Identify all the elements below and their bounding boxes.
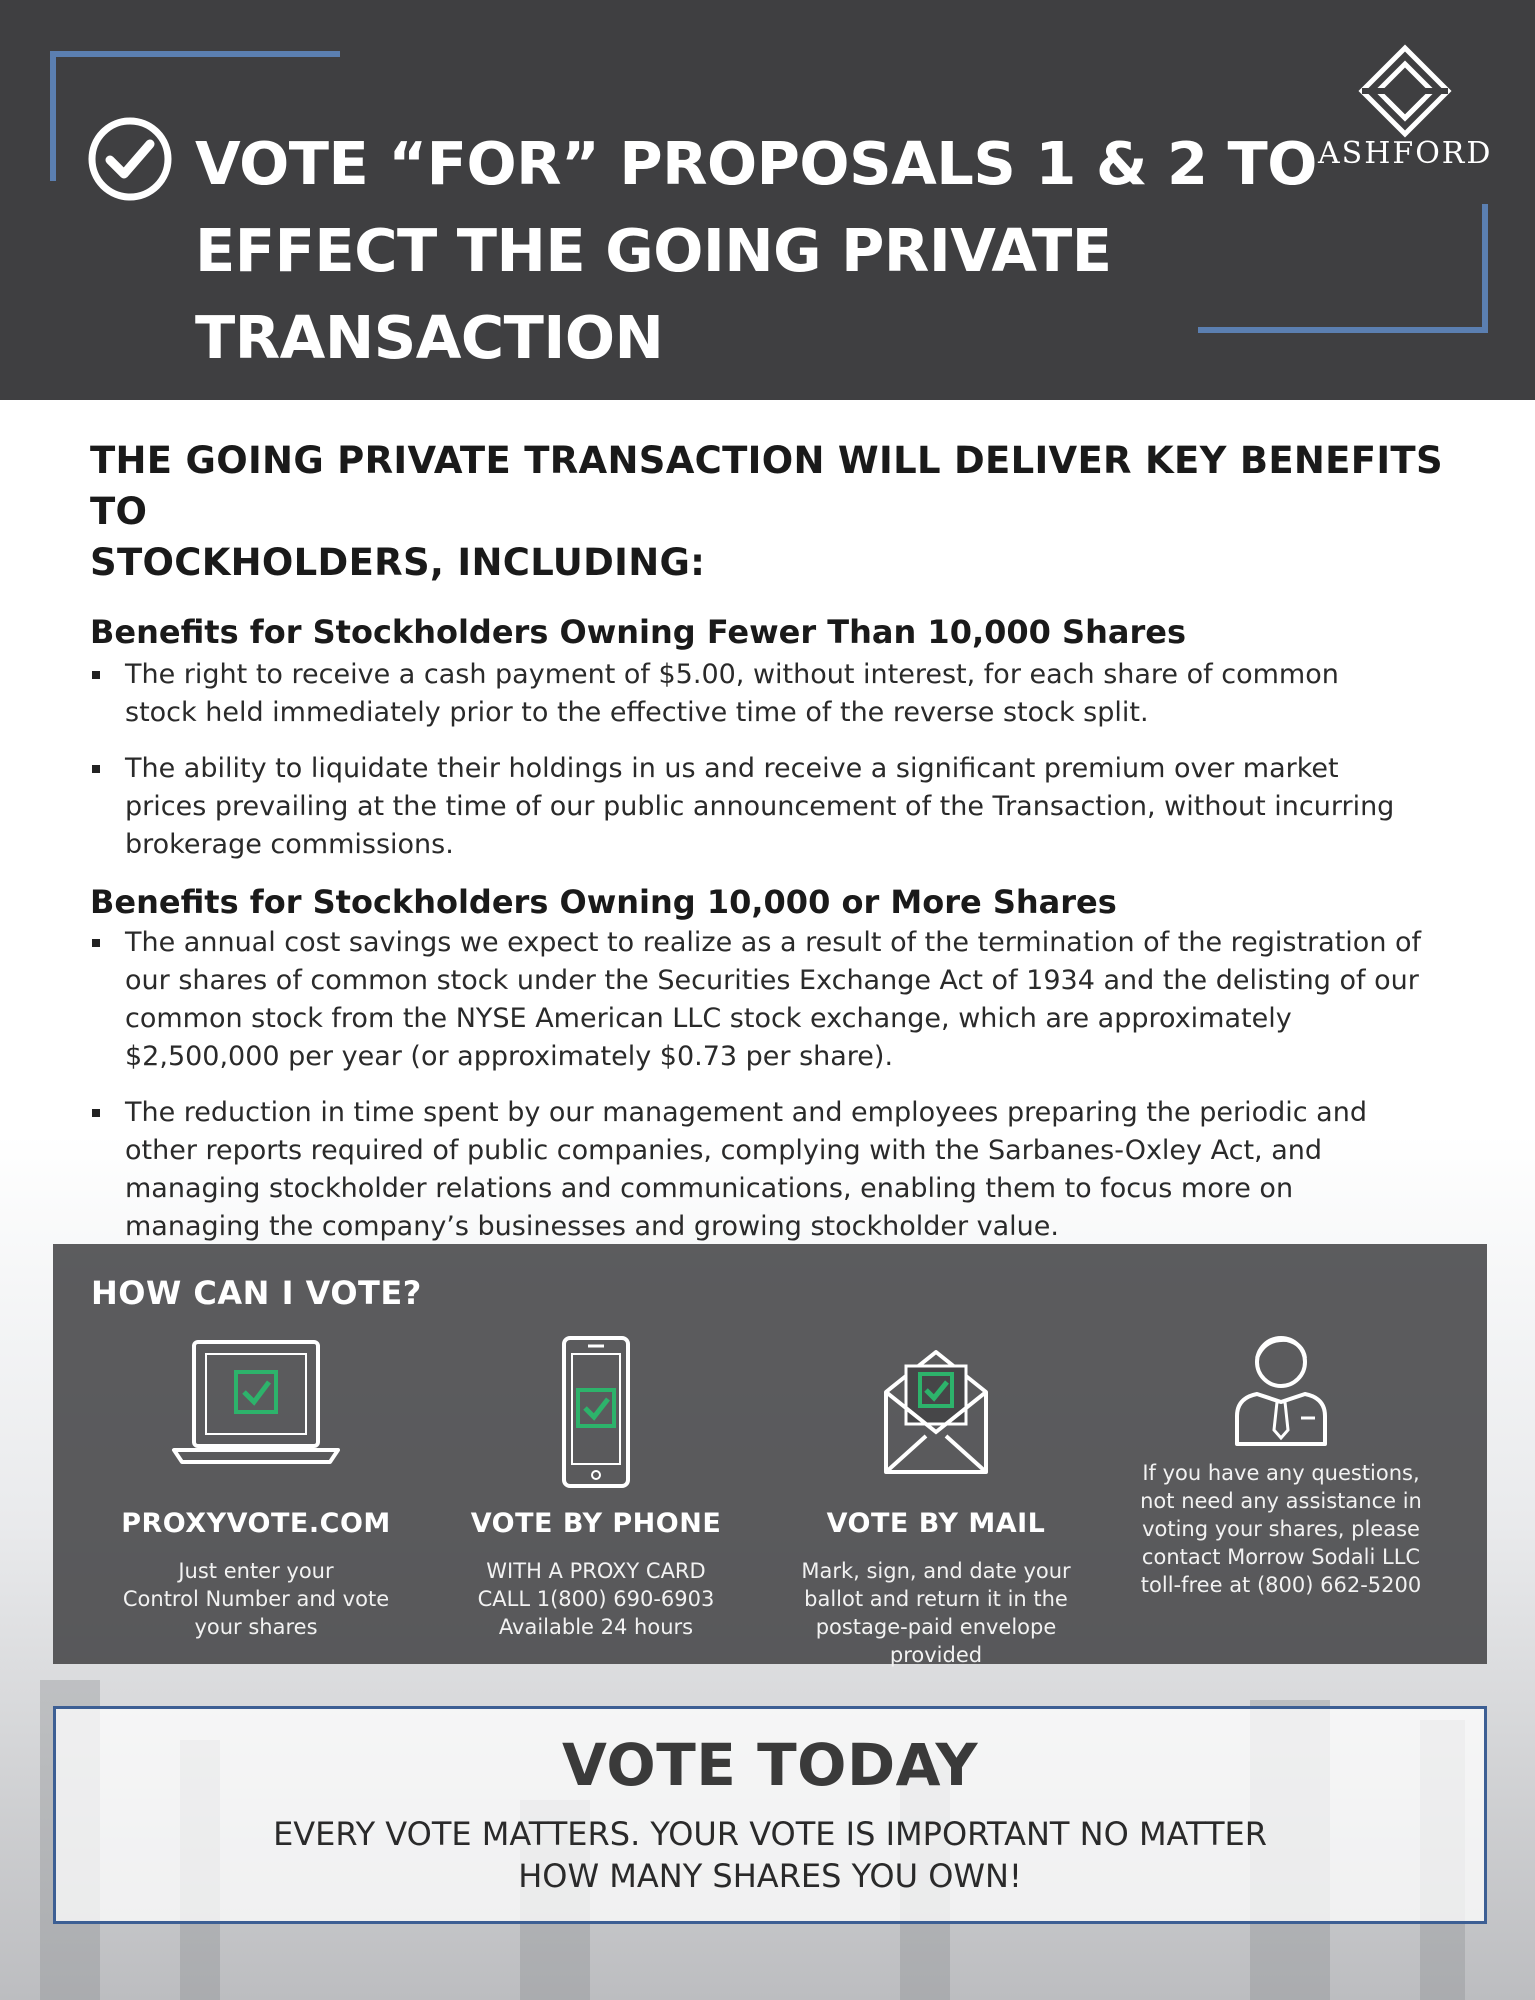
ashford-diamond-logo	[1356, 44, 1454, 142]
vote-today-message: EVERY VOTE MATTERS. YOUR VOTE IS IMPORTANT NO MATTER HOW MANY SHARES YOU OWN!	[273, 1815, 1267, 1895]
bullet-square-icon	[92, 939, 100, 947]
option-title: PROXYVOTE.COM	[121, 1508, 391, 1539]
headline-line-1: THE GOING PRIVATE TRANSACTION WILL DELIVER KEY BENEFITS TO	[90, 439, 1443, 533]
logo-text: ASHFORD	[1318, 136, 1493, 171]
option-description: Mark, sign, and date your ballot and return it in the postage-paid envelope provided	[801, 1559, 1071, 1667]
list-item: The annual cost savings we expect to realize as a result of the termination of the registration of our shares of common stock under the Securities Exchange Act of 1934 and the delisting of our common stock from the NYSE American LLC stock exchange, which are approximately $2,500,000 per year (or approximately $0.73 per share).	[90, 924, 1430, 1076]
contact-description: If you have any questions, not need any assistance in voting your shares, please contact Morrow Sodali LLC toll-free at (800) 662-5200	[1140, 1461, 1422, 1597]
benefits-section	[90, 435, 1450, 1264]
how-to-vote-heading: HOW CAN I VOTE?	[91, 1274, 422, 1312]
header-banner	[0, 0, 1535, 400]
vote-today-title: VOTE TODAY	[562, 1731, 978, 1799]
vote-option-mail	[776, 1332, 1096, 1669]
bullet-square-icon	[92, 1109, 100, 1117]
small-holders-heading: Benefits for Stockholders Owning Fewer Than 10,000 Shares	[90, 613, 1186, 651]
vote-option-contact	[1116, 1332, 1446, 1599]
check-circle-icon	[86, 115, 174, 203]
small-holders-list	[90, 656, 1400, 864]
bullet-square-icon	[92, 671, 100, 679]
benefits-headline	[90, 435, 1450, 588]
laptop-check-icon	[166, 1332, 346, 1492]
option-title: VOTE BY MAIL	[826, 1508, 1046, 1539]
how-to-vote-panel	[53, 1244, 1487, 1667]
vote-option-online	[96, 1332, 416, 1641]
vote-today-box	[53, 1706, 1487, 1924]
option-title: VOTE BY PHONE	[470, 1508, 722, 1539]
corner-bracket	[50, 51, 340, 57]
headline-line-2: STOCKHOLDERS, INCLUDING:	[90, 541, 706, 584]
option-description: Just enter your Control Number and vote your shares	[122, 1559, 390, 1639]
envelope-check-icon	[846, 1332, 1026, 1492]
corner-bracket	[1482, 204, 1488, 333]
title-line-2: EFFECT THE GOING PRIVATE TRANSACTION	[195, 216, 1112, 372]
page-title	[195, 120, 1455, 381]
large-holders-list	[90, 924, 1430, 1246]
title-line-1: VOTE “FOR” PROPOSALS 1 & 2 TO	[195, 129, 1317, 198]
list-item: The ability to liquidate their holdings in us and receive a significant premium over market prices prevailing at the time of our public announcement of the Transaction, without incurring brokerage commissions.	[90, 750, 1400, 864]
person-tie-icon	[1191, 1332, 1371, 1447]
bullet-square-icon	[92, 765, 100, 773]
corner-bracket	[50, 51, 56, 181]
phone-check-icon	[506, 1332, 686, 1492]
ashford-logo	[1318, 44, 1493, 174]
vote-option-phone	[436, 1332, 756, 1641]
option-description: WITH A PROXY CARD CALL 1(800) 690-6903 Available 24 hours	[477, 1559, 715, 1639]
list-item: The reduction in time spent by our management and employees preparing the periodic and other reports required of public companies, complying with the Sarbanes-Oxley Act, and managing stockholder relations and communications, enabling them to focus more on managing the company’s businesses and growing stockholder value.	[90, 1094, 1430, 1246]
large-holders-heading: Benefits for Stockholders Owning 10,000 or More Shares	[90, 883, 1117, 921]
list-item: The right to receive a cash payment of $5.00, without interest, for each share of common stock held immediately prior to the effective time of the reverse stock split.	[90, 656, 1400, 732]
